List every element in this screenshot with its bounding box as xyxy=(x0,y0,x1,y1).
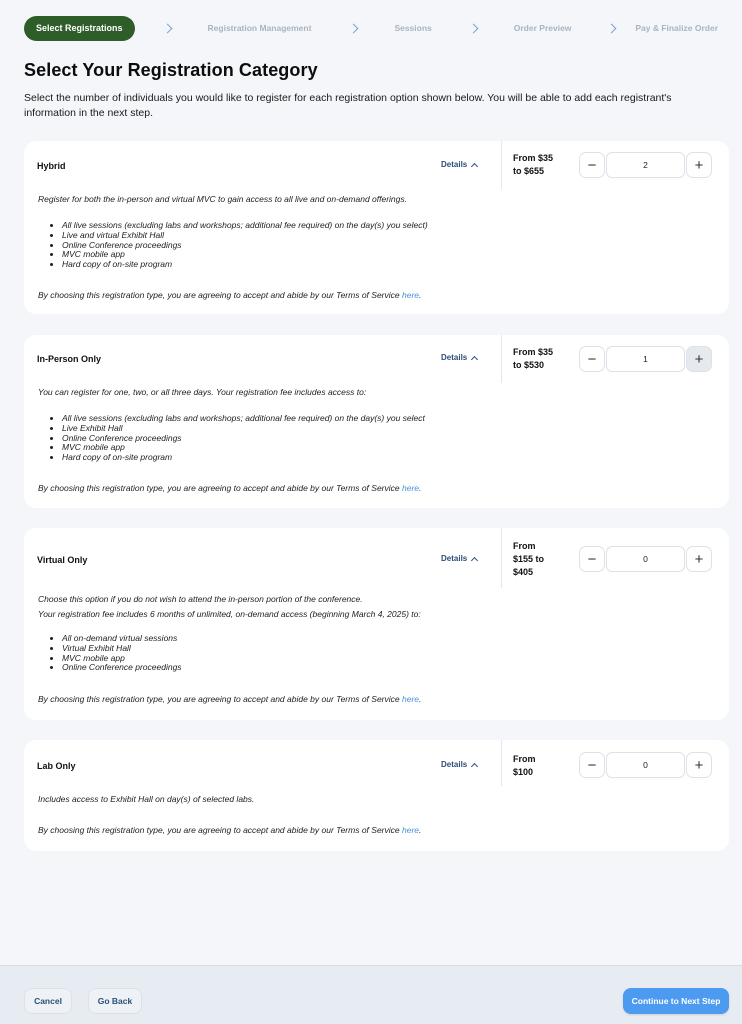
terms-link[interactable]: here xyxy=(402,289,420,300)
list-item: • Online Conference proceedings xyxy=(62,663,709,673)
increment-button[interactable] xyxy=(686,752,712,778)
list-item: • MVC mobile app xyxy=(62,443,709,453)
footer-bar xyxy=(0,965,742,1024)
quantity-input[interactable]: 0 xyxy=(606,752,685,778)
details-label: Details xyxy=(441,760,468,769)
increment-button[interactable] xyxy=(686,152,712,178)
step-registration-management[interactable]: Registration Management xyxy=(207,23,312,33)
plus-icon: + xyxy=(694,756,704,774)
list-item: • Online Conference proceedings xyxy=(62,434,709,444)
card-description: You can register for one, two, or all three days. Your registration fee includes access to: xyxy=(38,387,367,397)
list-item: • Hard copy of on-site program xyxy=(62,260,709,270)
cancel-button[interactable]: Cancel xyxy=(24,988,72,1014)
chevron-up-icon xyxy=(471,762,478,769)
chevron-up-icon xyxy=(471,162,478,169)
feature-list xyxy=(38,634,709,673)
chevron-up-icon xyxy=(471,556,478,563)
quantity-stepper xyxy=(579,346,712,372)
list-item: • Live and virtual Exhibit Hall xyxy=(62,231,709,241)
details-toggle[interactable] xyxy=(441,160,477,169)
decrement-button[interactable] xyxy=(579,346,605,372)
card-title: Hybrid xyxy=(37,161,66,171)
card-divider xyxy=(501,335,502,383)
page-title: Select Your Registration Category xyxy=(24,60,318,80)
list-item: • Live Exhibit Hall xyxy=(62,424,709,434)
card-description: Your registration fee includes 6 months of unlimited, on-demand access (beginning March 4, 2025) to: xyxy=(38,609,421,619)
list-item: • MVC mobile app xyxy=(62,654,709,664)
chevron-up-icon xyxy=(471,355,478,362)
list-item: • All on-demand virtual sessions xyxy=(62,634,709,644)
terms-text: By choosing this registration type, you are agreeing to accept and abide by our Terms of Service here. xyxy=(38,482,422,493)
details-label: Details xyxy=(441,353,468,362)
quantity-stepper xyxy=(579,752,712,778)
card-divider xyxy=(501,141,502,189)
card-details xyxy=(38,593,709,705)
minus-icon: − xyxy=(587,756,597,774)
increment-button[interactable] xyxy=(686,546,712,572)
step-select-registrations[interactable]: Select Registrations xyxy=(24,16,135,41)
terms-link[interactable]: here xyxy=(402,694,420,705)
terms-text: By choosing this registration type, you are agreeing to accept and abide by our Terms of Service here. xyxy=(38,825,422,835)
chevron-right-icon xyxy=(349,23,359,33)
registration-card-in-person xyxy=(24,335,729,508)
card-title: Virtual Only xyxy=(37,555,88,565)
list-item: • Online Conference proceedings xyxy=(62,241,709,251)
quantity-input[interactable]: 2 xyxy=(606,152,685,178)
step-order-preview[interactable]: Order Preview xyxy=(513,23,572,33)
plus-icon: + xyxy=(694,550,704,568)
card-description: Register for both the in-person and virtual MVC to gain access to all live and on-demand offerings. xyxy=(38,194,408,204)
quantity-input[interactable]: 0 xyxy=(606,546,685,572)
feature-list xyxy=(38,414,709,463)
increment-button[interactable] xyxy=(686,346,712,372)
minus-icon: − xyxy=(587,350,597,368)
terms-text: By choosing this registration type, you are agreeing to accept and abide by our Terms of Service here. xyxy=(38,694,422,705)
price-range: From $35 to $655 xyxy=(513,153,554,176)
go-back-button[interactable]: Go Back xyxy=(88,988,142,1014)
feature-list xyxy=(38,221,709,270)
terms-link[interactable]: here xyxy=(402,482,420,493)
list-item: • MVC mobile app xyxy=(62,250,709,260)
details-label: Details xyxy=(441,160,468,169)
quantity-stepper xyxy=(579,152,712,178)
details-toggle[interactable] xyxy=(441,554,477,563)
terms-text: By choosing this registration type, you are agreeing to accept and abide by our Terms of Service here. xyxy=(38,289,422,300)
price-range: From $155 to $405 xyxy=(513,541,545,577)
chevron-right-icon xyxy=(468,23,478,33)
minus-icon: − xyxy=(587,550,597,568)
step-sessions[interactable]: Sessions xyxy=(394,23,432,33)
list-item: • Virtual Exhibit Hall xyxy=(62,644,709,654)
registration-card-hybrid xyxy=(24,141,729,314)
card-title: In-Person Only xyxy=(37,354,102,364)
details-label: Details xyxy=(441,554,468,563)
registration-card-lab xyxy=(24,740,729,851)
terms-link[interactable]: here xyxy=(402,825,420,835)
chevron-right-icon xyxy=(162,23,172,33)
list-item: • All live sessions (excluding labs and workshops; additional fee required) on the day(s) you select) xyxy=(62,221,709,231)
plus-icon: + xyxy=(694,350,704,368)
card-divider xyxy=(501,528,502,588)
list-item: • All live sessions (excluding labs and workshops; additional fee required) on the day(s) you select xyxy=(62,414,709,424)
card-details xyxy=(38,193,709,301)
continue-button[interactable]: Continue to Next Step xyxy=(623,988,729,1014)
decrement-button[interactable] xyxy=(579,752,605,778)
details-toggle[interactable] xyxy=(441,760,477,769)
card-details xyxy=(38,386,709,494)
registration-card-virtual xyxy=(24,528,729,720)
chevron-right-icon xyxy=(607,23,617,33)
price-range: From $35 to $530 xyxy=(513,347,554,370)
card-details xyxy=(38,793,709,836)
quantity-input[interactable]: 1 xyxy=(606,346,685,372)
price-range: From $100 xyxy=(513,754,536,777)
list-item: • Hard copy of on-site program xyxy=(62,453,709,463)
page-intro: Select the number of individuals you would like to register for each registration option shown below. You will be able to add each registrant's information in the next step. xyxy=(24,92,672,119)
decrement-button[interactable] xyxy=(579,152,605,178)
decrement-button[interactable] xyxy=(579,546,605,572)
quantity-stepper xyxy=(579,546,712,572)
card-description: Choose this option if you do not wish to attend the in-person portion of the conference. xyxy=(38,594,363,604)
step-pay-finalize[interactable]: Pay & Finalize Order xyxy=(635,23,718,33)
details-toggle[interactable] xyxy=(441,353,477,362)
progress-stepper xyxy=(24,15,718,41)
plus-icon: + xyxy=(694,156,704,174)
card-description: Includes access to Exhibit Hall on day(s) of selected labs. xyxy=(38,794,255,804)
card-title: Lab Only xyxy=(37,761,76,771)
card-divider xyxy=(501,740,502,786)
minus-icon: − xyxy=(587,156,597,174)
